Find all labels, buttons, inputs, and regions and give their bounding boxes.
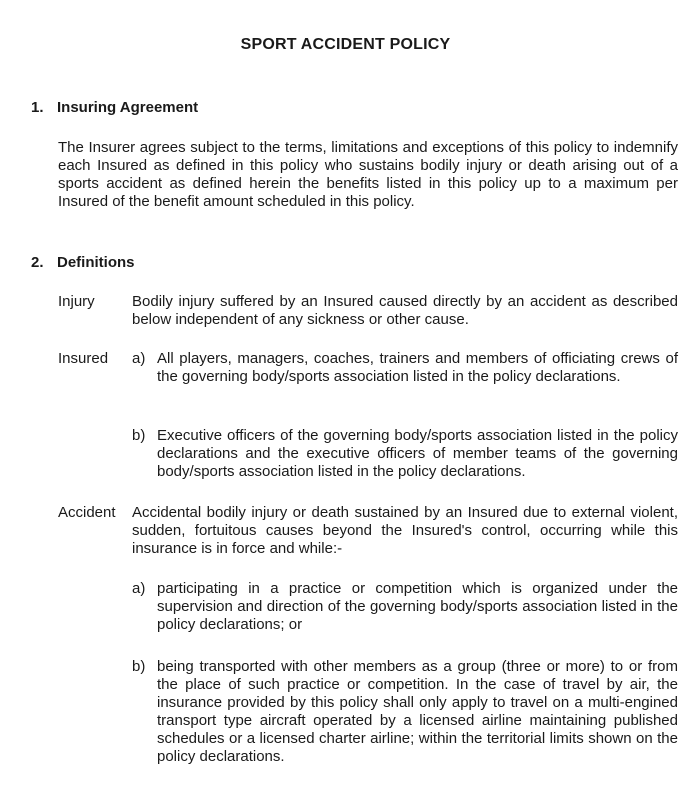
term-insured: Insured — [58, 350, 109, 367]
item-text: participating in a practice or competition which is organized under the supervision and direction of the governing body/sports association listed in the policy declarations; or — [157, 580, 678, 633]
definition-insured-item-b — [132, 427, 678, 481]
item-letter: b) — [132, 427, 146, 444]
item-text: All players, managers, coaches, trainers and members of officiating crews of the governing body/sports association listed in the policy declarations. — [157, 350, 678, 385]
insuring-agreement-paragraph: The Insurer agrees subject to the terms, limitations and exceptions of this policy to indemnify each Insured as defined in this policy who sustains bodily injury or death arising out of a sports accident as defined herein the benefits listed in this policy up to a maximum per Insured of the benefit amount scheduled in this policy. — [58, 139, 678, 210]
definition-accident: Accidental bodily injury or death sustained by an Insured due to external violent, sudden, fortuitous causes beyond the Insured's control, occurring while this insurance is in force and while:- — [132, 504, 678, 557]
item-letter: a) — [132, 580, 146, 597]
term-accident: Accident — [58, 504, 116, 521]
definition-accident-item-a — [132, 580, 678, 634]
definition-insured-item-a — [132, 350, 678, 386]
section-1-heading — [31, 99, 198, 117]
section-2-heading — [31, 254, 135, 272]
definition-accident-item-b — [132, 658, 678, 766]
section-number: 2. — [31, 254, 44, 271]
term-injury: Injury — [58, 293, 95, 310]
item-letter: a) — [132, 350, 146, 367]
section-title: Insuring Agreement — [57, 99, 199, 116]
item-letter: b) — [132, 658, 146, 675]
section-title: Definitions — [57, 254, 135, 271]
section-number: 1. — [31, 99, 44, 116]
item-text: being transported with other members as a group (three or more) to or from the place of such practice or competition. In the case of travel by air, the insurance provided by this policy shall only apply to travel on a multi-engined transport type aircraft operated by a licensed airline maintaining published schedules or a licensed charter airline; within the territorial limits shown on the policy declarations. — [157, 658, 678, 765]
document-title: SPORT ACCIDENT POLICY — [240, 36, 451, 53]
item-text: Executive officers of the governing body/sports association listed in the policy declarations and the executive officers of member teams of the governing body/sports association listed in the policy declarations. — [157, 427, 678, 480]
definition-injury: Bodily injury suffered by an Insured caused directly by an accident as described below independent of any sickness or other cause. — [132, 293, 678, 328]
